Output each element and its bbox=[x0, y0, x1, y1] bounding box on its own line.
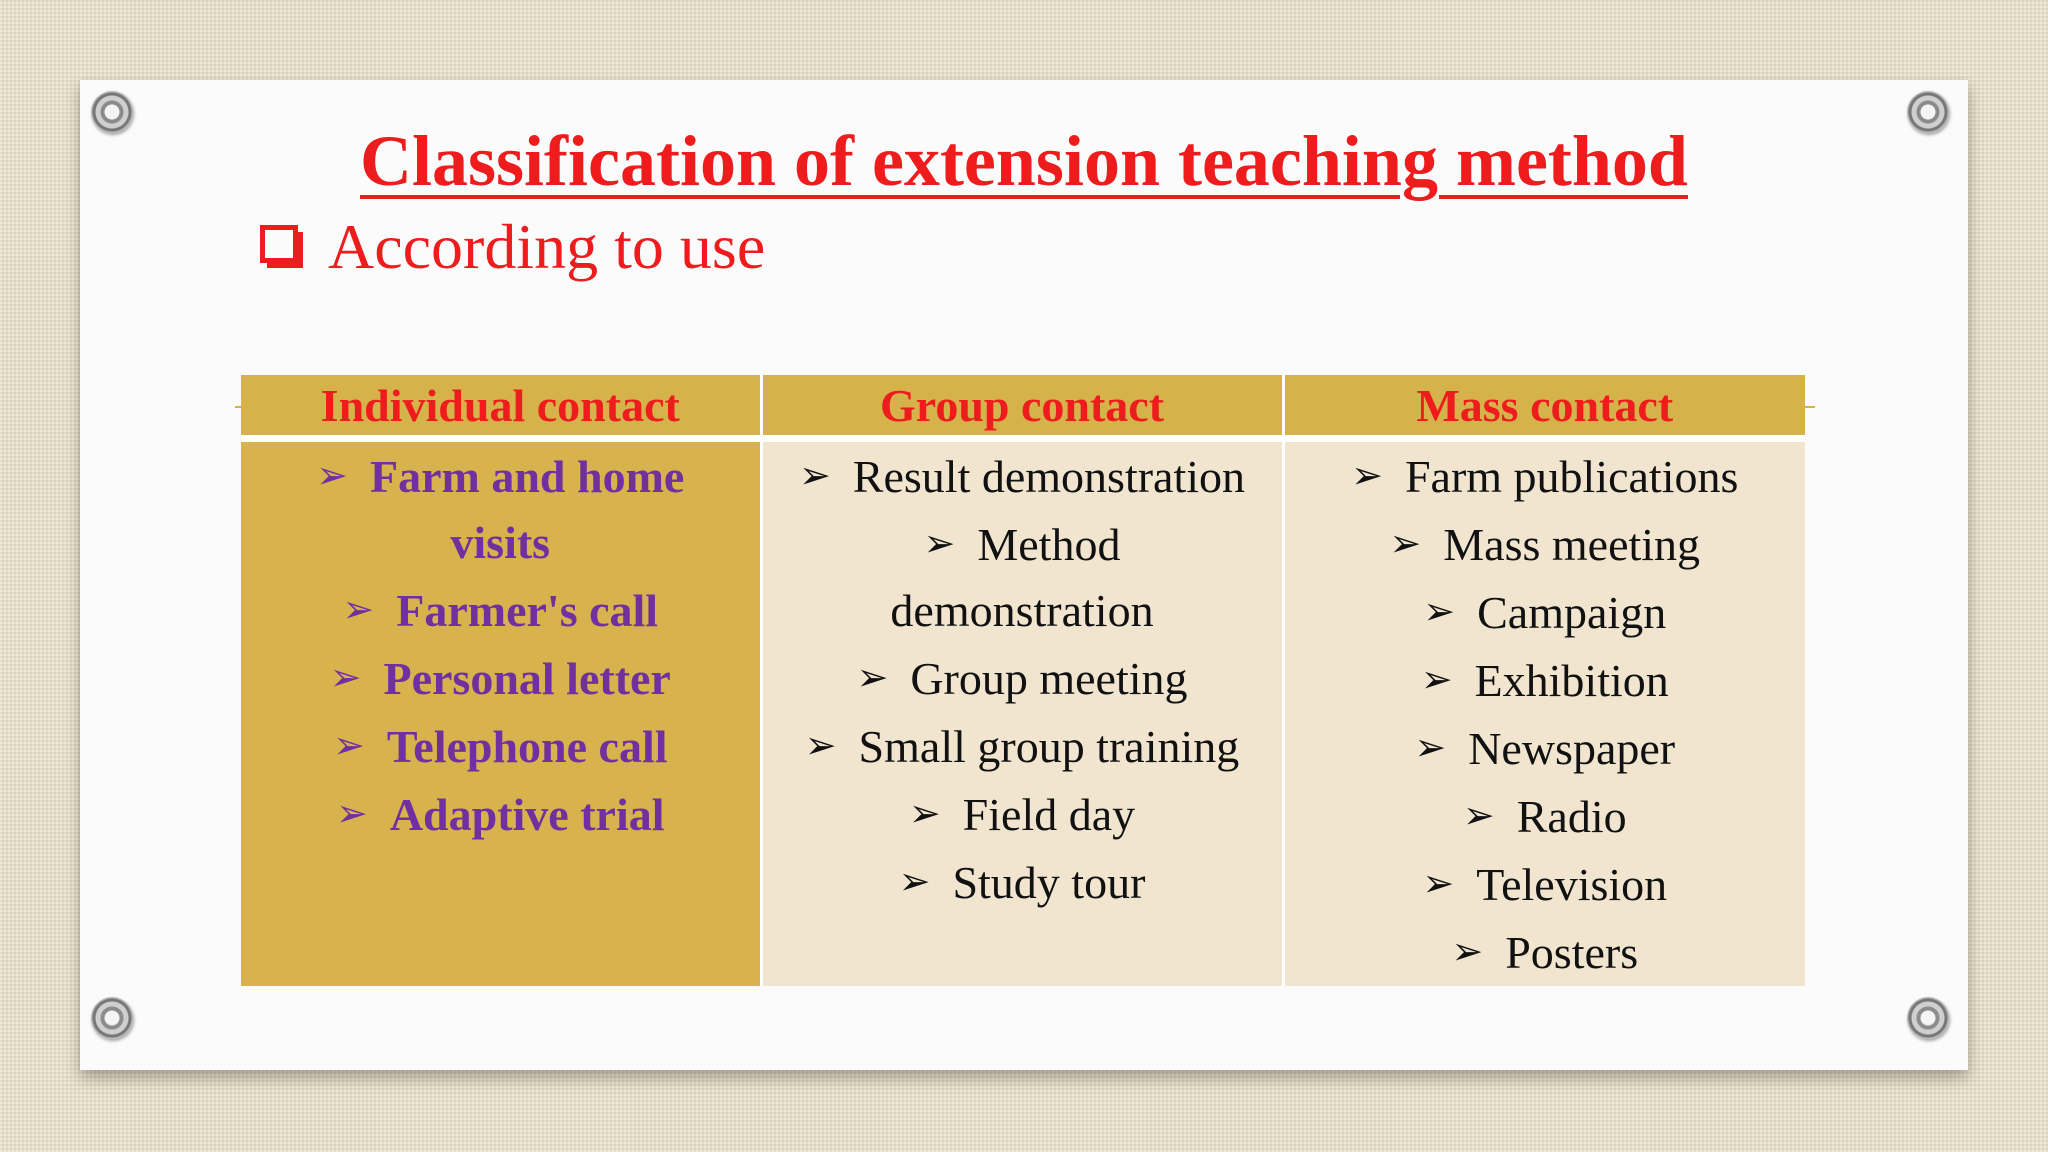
mass-list bbox=[1285, 442, 1806, 986]
list-item-text: Radio bbox=[1516, 791, 1627, 842]
mass-contact-cell bbox=[1283, 439, 1805, 987]
slide-card bbox=[80, 80, 1968, 1070]
arrowhead-bullet-icon: ➢ bbox=[804, 723, 837, 767]
list-item-text: Group meeting bbox=[910, 653, 1188, 704]
pushpin-icon bbox=[91, 997, 133, 1039]
list-item-text-continued: demonstration bbox=[890, 585, 1154, 636]
list-item-text: Television bbox=[1476, 859, 1668, 910]
arrowhead-bullet-icon: ➢ bbox=[856, 655, 889, 699]
list-item bbox=[763, 848, 1282, 916]
list-item-text: Farm and home bbox=[370, 451, 685, 502]
arrowhead-bullet-icon: ➢ bbox=[1462, 793, 1495, 837]
list-item bbox=[763, 712, 1282, 780]
list-item bbox=[241, 576, 760, 644]
arrowhead-bullet-icon: ➢ bbox=[898, 859, 931, 903]
classification-table bbox=[241, 375, 1805, 986]
list-item-text: Farmer's call bbox=[396, 585, 659, 636]
arrowhead-bullet-icon: ➢ bbox=[1451, 929, 1484, 973]
list-item-text: Result demonstration bbox=[852, 451, 1246, 502]
list-item-text: Adaptive trial bbox=[389, 789, 665, 840]
header-mass: Mass contact bbox=[1283, 375, 1805, 439]
header-group: Group contact bbox=[761, 375, 1283, 439]
list-item-text: Method bbox=[977, 519, 1121, 570]
list-item-text-continued: visits bbox=[450, 517, 551, 568]
list-item bbox=[241, 442, 760, 576]
arrowhead-bullet-icon: ➢ bbox=[316, 453, 348, 497]
individual-list bbox=[241, 442, 760, 848]
header-individual: Individual contact bbox=[241, 375, 761, 439]
list-item-text: Mass meeting bbox=[1443, 519, 1701, 570]
table-body-row bbox=[241, 439, 1805, 987]
individual-contact-cell bbox=[241, 439, 761, 987]
arrowhead-bullet-icon: ➢ bbox=[908, 791, 941, 835]
list-item-text: Personal letter bbox=[383, 653, 671, 704]
list-item bbox=[241, 780, 760, 848]
list-item bbox=[1285, 714, 1806, 782]
list-item bbox=[241, 712, 760, 780]
subtitle bbox=[260, 210, 765, 284]
pushpin-icon bbox=[1907, 997, 1949, 1039]
arrowhead-bullet-icon: ➢ bbox=[342, 587, 375, 631]
list-item-text: Newspaper bbox=[1468, 723, 1676, 774]
table-header-row bbox=[241, 375, 1805, 439]
arrowhead-bullet-icon: ➢ bbox=[332, 723, 365, 767]
list-item bbox=[1285, 646, 1806, 714]
list-item bbox=[763, 644, 1282, 712]
arrowhead-bullet-icon: ➢ bbox=[1389, 521, 1422, 565]
arrowhead-bullet-icon: ➢ bbox=[798, 453, 831, 497]
list-item-text: Campaign bbox=[1477, 587, 1667, 638]
list-item bbox=[241, 644, 760, 712]
arrowhead-bullet-icon: ➢ bbox=[923, 521, 956, 565]
arrowhead-bullet-icon: ➢ bbox=[1351, 453, 1383, 497]
list-item-text: Telephone call bbox=[386, 721, 668, 772]
checkbox-bullet-icon bbox=[260, 225, 298, 263]
list-item-text: Posters bbox=[1505, 927, 1639, 978]
arrowhead-bullet-icon: ➢ bbox=[1414, 725, 1447, 769]
list-item bbox=[763, 510, 1282, 644]
list-item bbox=[1285, 578, 1806, 646]
subtitle-text: According to use bbox=[328, 211, 766, 282]
list-item bbox=[1285, 510, 1806, 578]
arrowhead-bullet-icon: ➢ bbox=[1422, 861, 1455, 905]
list-item-text: Exhibition bbox=[1474, 655, 1669, 706]
group-contact-cell bbox=[761, 439, 1283, 987]
list-item bbox=[1285, 850, 1806, 918]
arrowhead-bullet-icon: ➢ bbox=[1423, 589, 1456, 633]
list-item bbox=[1285, 782, 1806, 850]
list-item-text: Field day bbox=[962, 789, 1136, 840]
arrowhead-bullet-icon: ➢ bbox=[1420, 657, 1453, 701]
arrowhead-bullet-icon: ➢ bbox=[335, 791, 368, 835]
list-item bbox=[763, 780, 1282, 848]
list-item bbox=[1285, 918, 1806, 986]
list-item-text: Small group training bbox=[858, 721, 1240, 772]
slide-title: Classification of extension teaching method bbox=[360, 121, 1688, 201]
list-item bbox=[763, 442, 1282, 510]
list-item-text: Study tour bbox=[952, 857, 1146, 908]
group-list bbox=[763, 442, 1282, 916]
list-item-text: Farm publications bbox=[1404, 451, 1739, 502]
list-item bbox=[1285, 442, 1806, 510]
arrowhead-bullet-icon: ➢ bbox=[329, 655, 362, 699]
